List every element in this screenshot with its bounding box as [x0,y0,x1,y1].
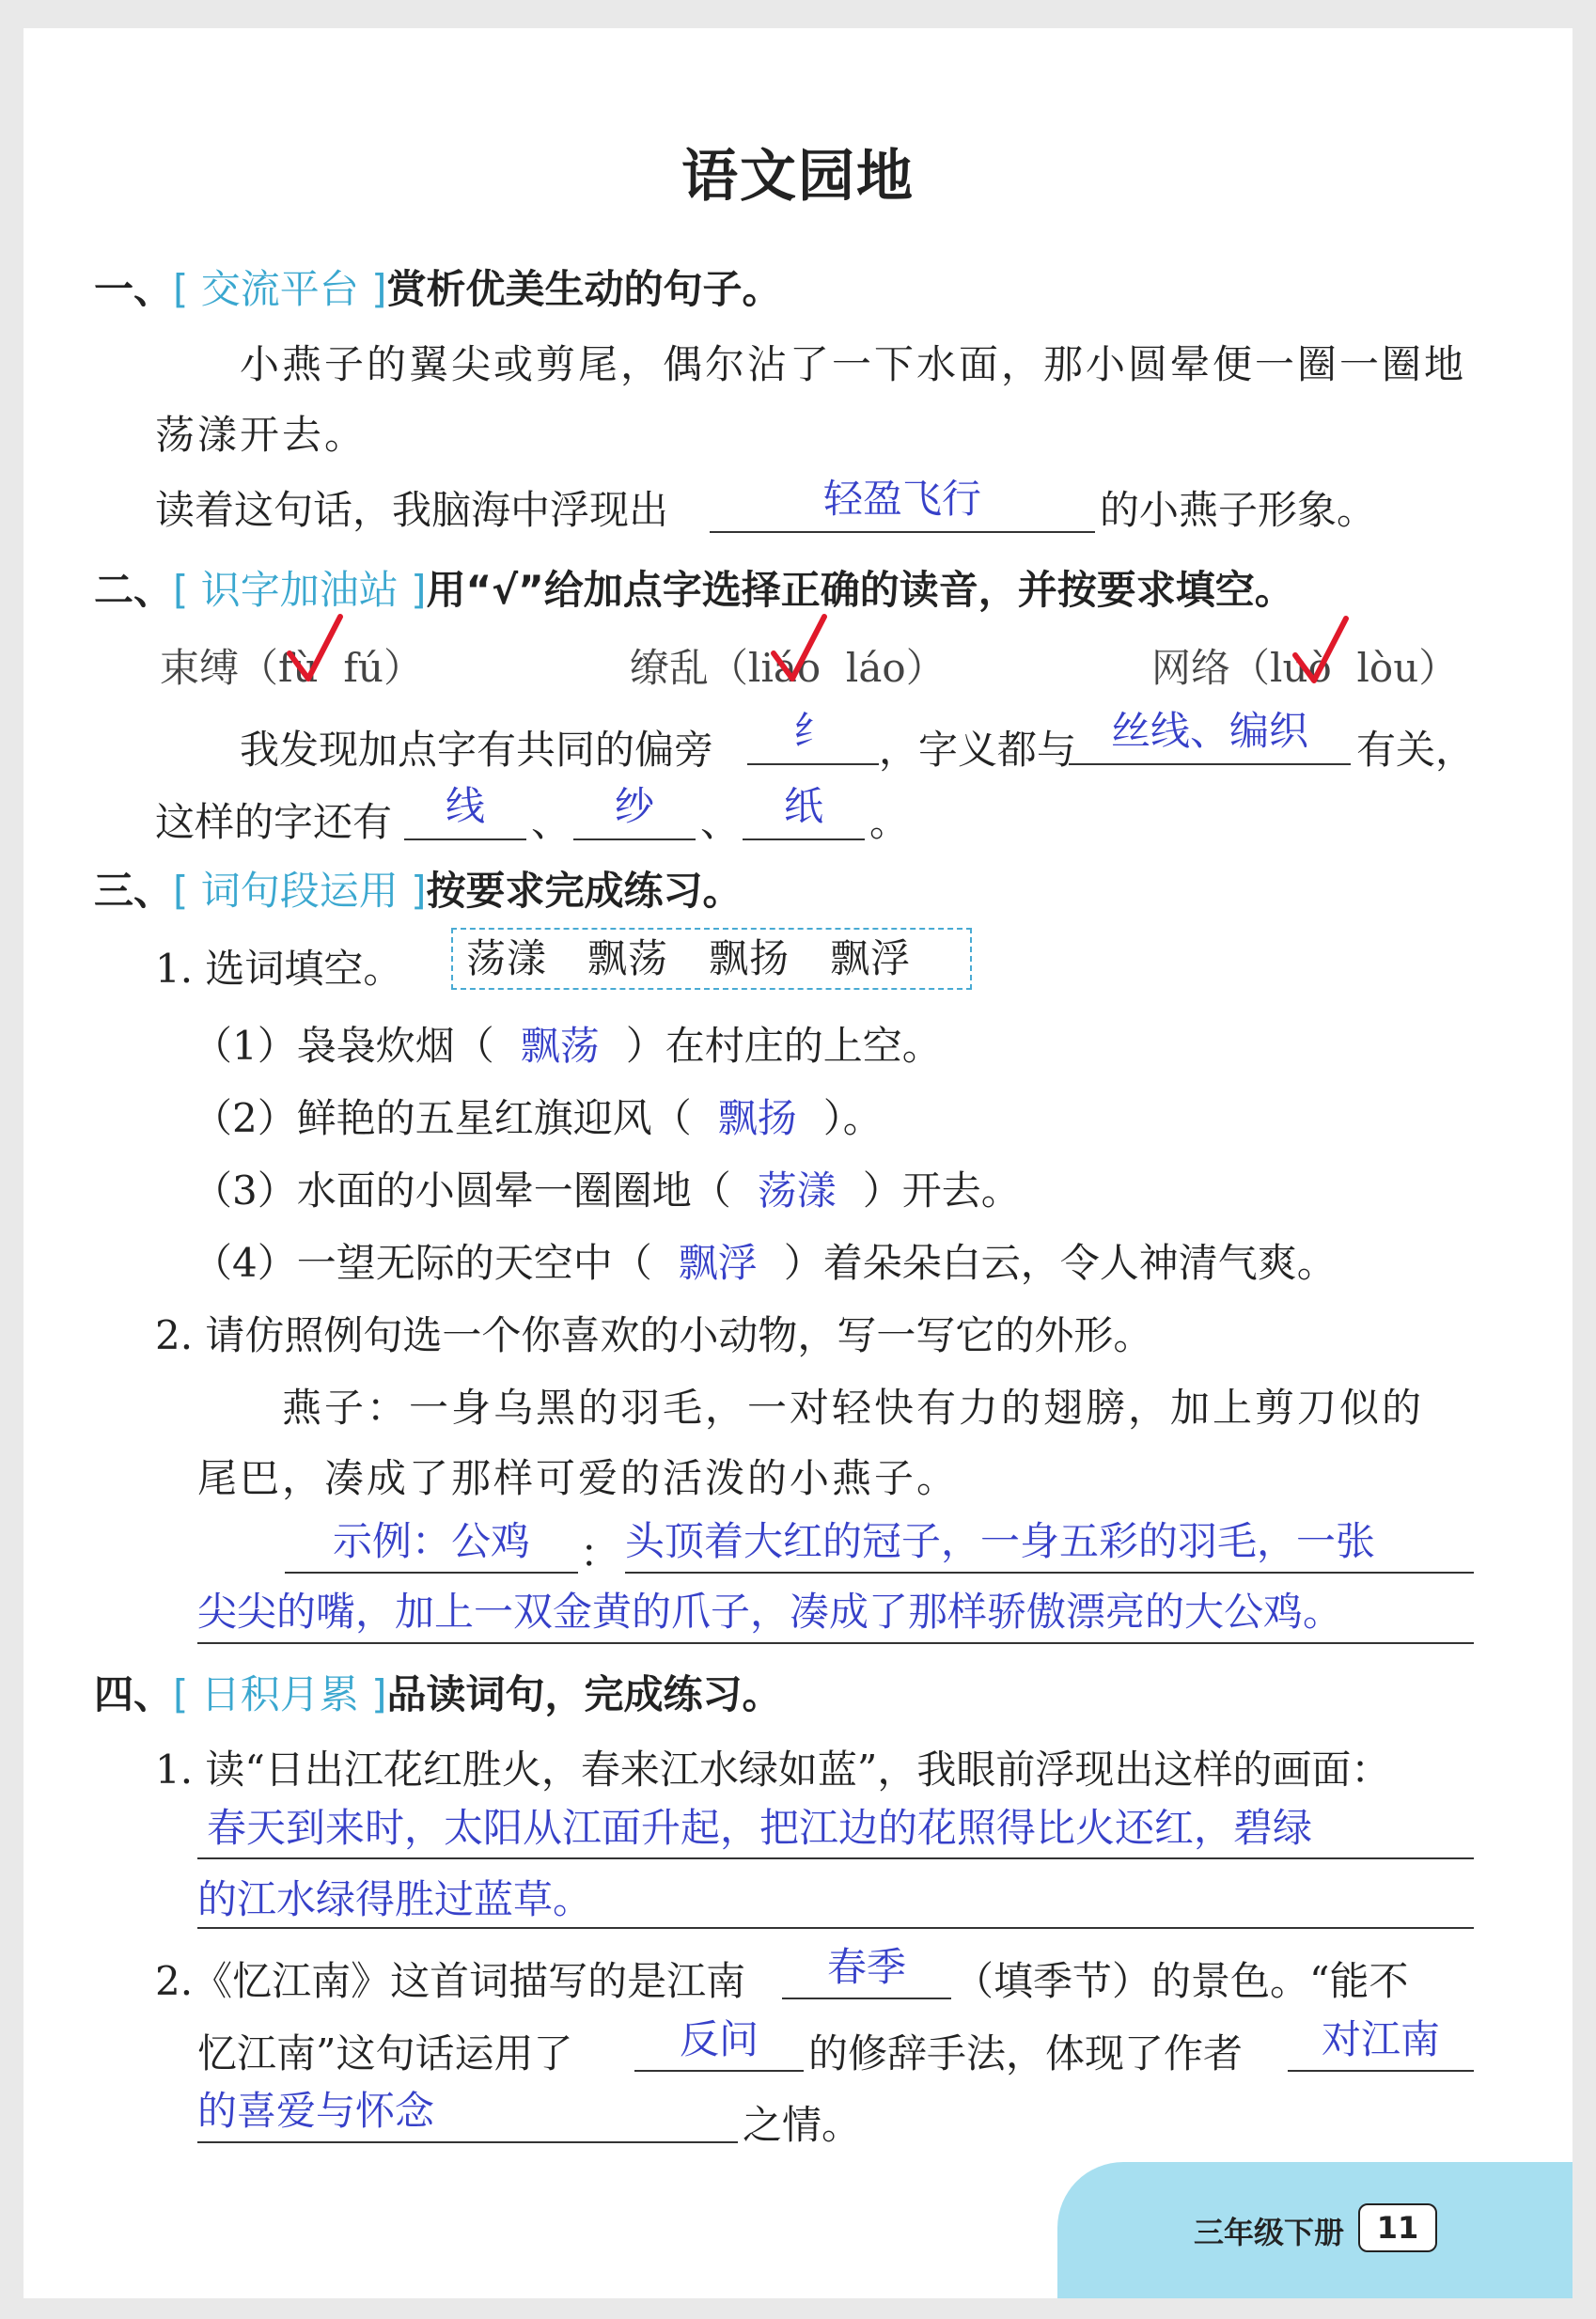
section-tag: [ 日积月累 ] [173,1671,387,1717]
prompt-text: 有关， [1356,727,1476,773]
prompt-text: ，字义都与 [879,727,1077,773]
section-tag: [ 词句段运用 ] [173,868,427,914]
section-tag: [ 识字加油站 ] [173,567,427,613]
checkmark-icon [766,611,832,686]
blank-underline [710,531,1095,533]
pinyin-option: fù [278,645,319,691]
item-text: ）开去。 [862,1167,1021,1214]
sentence-end: 。 [869,799,910,845]
prompt-text: 忆江南”这句话运用了 [197,2030,573,2076]
item-text: （1）袅袅炊烟（ [193,1023,494,1069]
page-number: 11 [1358,2203,1437,2252]
blank-underline [573,838,696,840]
section-number: 一、 [94,266,174,312]
blank-underline [404,838,526,840]
answer-blank [710,468,1095,525]
passage-line: 小燕子的翼尖或剪尾，偶尔沾了一下水面，那小圆晕便一圈一圈地 [240,341,1467,387]
answer-text: 飘荡 [520,1023,600,1069]
pinyin-option: liáo [748,645,821,691]
blank-underline [197,1857,1474,1859]
answer-text: 轻盈飞行 [822,476,981,522]
section-number: 四、 [94,1671,174,1717]
prompt-text: 之情。 [743,2102,862,2148]
answer-text: 荡漾 [757,1167,837,1214]
answer-blank [747,700,879,757]
section-instruction: 品读词句，完成练习。 [386,1671,782,1717]
section-4-heading [94,1664,782,1720]
fill-item [193,1232,1337,1289]
section-instruction: 按要求完成练习。 [426,868,743,914]
workbook-page [23,28,1573,2298]
question-label: 1. 读“日出江花红胜火，春来江水绿如蓝”，我眼前浮现出这样的画面： [155,1747,1391,1793]
section-1-heading [94,259,782,315]
pinyin-option: lòu [1356,645,1419,691]
answer-blank [404,776,526,832]
blank-underline [197,1927,1474,1929]
prompt-text: 的修辞手法，体现了作者 [808,2030,1244,2076]
item-text: ）在村庄的上空。 [625,1023,942,1069]
section-3-heading [94,860,743,917]
answer-line [197,2080,434,2137]
pinyin-choice: 缭乱（liáo láo） [630,645,946,691]
answer-line [197,1581,1342,1637]
answer-text: 的喜爱与怀念 [197,2088,435,2134]
answer-text: 头顶着大红的冠子，一身五彩的羽毛，一张 [625,1518,1376,1564]
fill-item [193,1088,883,1144]
section-instruction: 赏析优美生动的句子。 [386,266,782,312]
prompt-text: 我发现加点字有共同的偏旁 [240,727,714,773]
item-text: （4）一望无际的天空中（ [193,1240,652,1286]
pinyin-choice: 束缚（fù fú） [160,645,423,691]
answer-text: 对江南 [1321,2016,1440,2062]
passage-line: 荡漾开去。 [155,412,368,458]
choice-word: 束缚（ [160,645,279,691]
answer-text: 丝线、编织 [1110,708,1308,754]
separator: 、 [700,799,741,845]
separator: 、 [531,799,571,845]
answer-blank [285,1511,578,1567]
item-text: （3）水面的小圆晕一圈圈地（ [193,1167,731,1214]
blank-underline [197,1642,1474,1644]
answer-blank [1069,700,1351,757]
checkmark-icon [282,611,348,686]
answer-blank [1288,2009,1474,2065]
fill-item [193,1015,942,1072]
blank-underline [747,763,879,765]
answer-text: 飘扬 [717,1095,797,1141]
blank-underline [743,838,865,840]
colon: ： [580,1530,620,1576]
answer-text: 春季 [826,1944,906,1990]
item-text: ）着朵朵白云，令人神清气爽。 [783,1240,1337,1286]
answer-text: 纟 [792,708,833,754]
blank-underline [1069,763,1351,765]
answer-text: 飘浮 [678,1240,758,1286]
section-number: 二、 [94,567,174,613]
prompt-text: 读着这句话，我脑海中浮现出 [155,487,669,533]
question-label: 2. 请仿照例句选一个你喜欢的小动物，写一写它的外形。 [155,1312,1153,1358]
pinyin-choice: 网络（luò lòu） [1151,645,1459,691]
answer-text: 尖尖的嘴，加上一双金黄的爪子，凑成了那样骄傲漂亮的大公鸡。 [197,1589,1343,1635]
item-text: （2）鲜艳的五星红旗迎风（ [193,1095,692,1141]
pinyin-option: fú [343,645,383,691]
blank-underline [285,1572,578,1574]
answer-text: 纱 [614,783,654,829]
answer-line [625,1511,1375,1567]
answer-line [207,1797,1312,1854]
question-label: 2.《忆江南》这首词描写的是江南 [155,1958,746,2004]
prompt-text: 的小燕子形象。 [1100,487,1377,533]
blank-underline [625,1572,1474,1574]
section-2-heading [94,559,1294,616]
example-line: 尾巴，凑成了那样可爱的活泼的小燕子。 [197,1455,960,1501]
section-instruction: 用“√”给加点字选择正确的读音，并按要求填空。 [426,567,1294,613]
grade-label: 三年级下册 [1194,2215,1345,2250]
checkmark-icon [1288,613,1353,688]
prompt-text: 这样的字还有 [155,799,393,845]
question-label: 1. 选词填空。 [155,946,403,992]
choice-word: 网络（ [1151,645,1271,691]
answer-text: 反问 [679,2016,759,2062]
fill-item [193,1160,1021,1216]
word-bank: 荡漾 飘荡 飘扬 飘浮 [451,928,972,990]
blank-underline [782,1998,951,1999]
answer-blank [743,776,865,832]
answer-blank [573,776,696,832]
answer-text: 春天到来时，太阳从江面升起，把江边的花照得比火还红，碧绿 [207,1805,1313,1851]
pinyin-option: láo [845,645,906,691]
blank-underline [197,2141,738,2143]
prompt-text: （填季节）的景色。“能不 [954,1958,1409,2004]
answer-line [197,1869,592,1925]
choice-word: 缭乱（ [630,645,749,691]
section-tag: [ 交流平台 ] [173,266,387,312]
item-text: ）。 [822,1095,883,1141]
page-title: 语文园地 [681,144,915,210]
answer-blank [634,2009,804,2065]
answer-text: 示例：公鸡 [332,1518,530,1564]
answer-text: 线 [445,783,485,829]
blank-underline [1288,2070,1474,2072]
blank-underline [634,2070,804,2072]
pinyin-option: luò [1270,645,1332,691]
section-number: 三、 [94,868,174,914]
example-line: 燕子：一身乌黑的羽毛，一对轻快有力的翅膀，加上剪刀似的 [282,1385,1425,1431]
answer-text: 的江水绿得胜过蓝草。 [197,1876,593,1922]
answer-blank [782,1936,951,1993]
answer-text: 纸 [783,783,823,829]
